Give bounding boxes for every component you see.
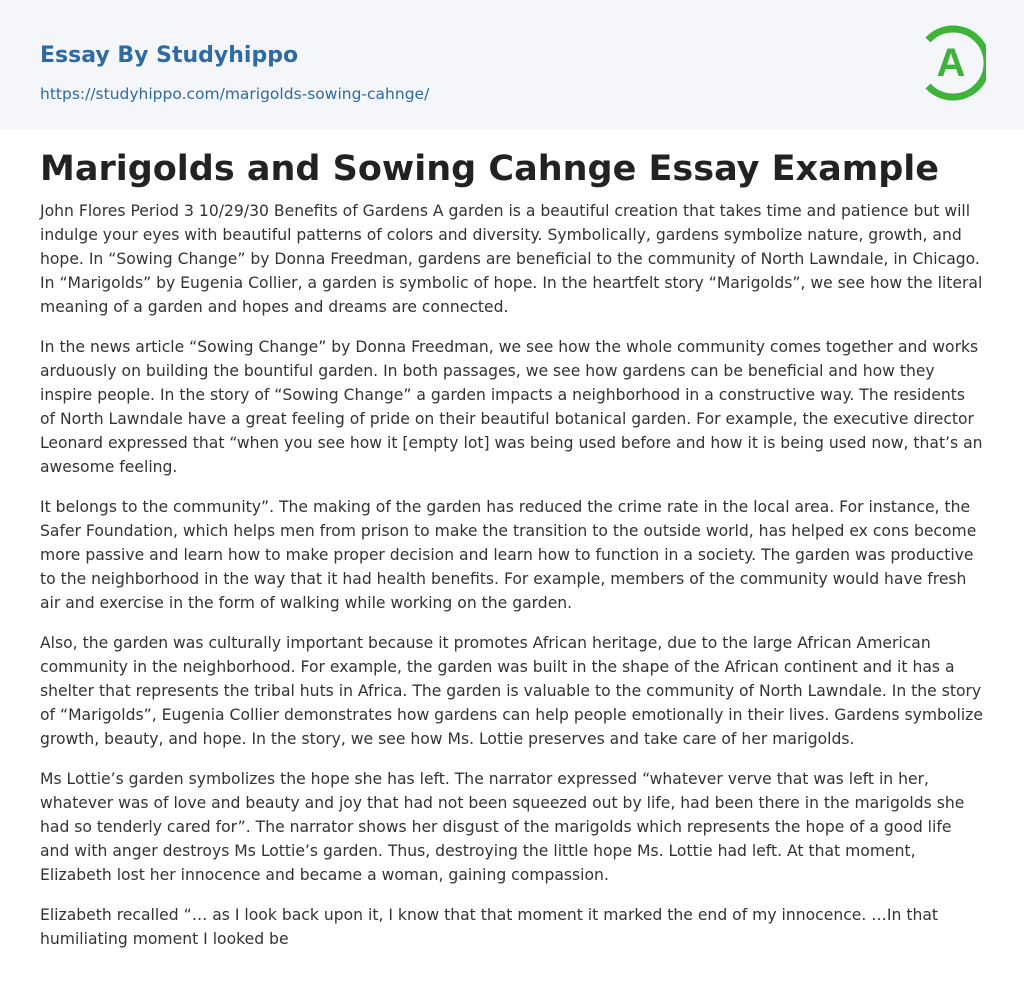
logo-letter: A (936, 41, 966, 85)
page-title: Marigolds and Sowing Cahnge Essay Example (40, 149, 939, 189)
paragraph: Ms Lottie’s garden symbolizes the hope she has left. The narrator expressed “whatever verve that was left in her, whatever was of love and beauty and joy that had not been squeezed out by life, had been there in the marigolds she had so tenderly cared for”. The narrator shows her disgust of the marigolds which represents the hope of a good life and with anger destroys Ms Lottie’s garden. Thus, destroying the little hope Ms. Lottie had left. At that moment, Elizabeth lost her innocence and became a woman, gaining compassion. (40, 770, 965, 884)
source-url-link[interactable]: https://studyhippo.com/marigolds-sowing-cahnge/ (40, 85, 430, 103)
paragraph: Elizabeth recalled “… as I look back upon it, I know that that moment it marked the end of my innocence. …In that humiliating moment I looked be (40, 906, 939, 948)
brand-title[interactable]: Essay By Studyhippo (40, 43, 299, 68)
article (0, 129, 1024, 951)
paragraph: It belongs to the community”. The making of the garden has reduced the crime rate in the local area. For instance, the Safer Foundation, which helps men from prison to make the transition to the outside world, has helped ex cons become more passive and learn how to make proper decision and learn how to function in a society. The garden was productive to the neighborhood in the way that it had health benefits. For example, members of the community would have fresh air and exercise in the form of walking while working on the garden. (40, 498, 977, 612)
paragraph: Also, the garden was culturally important because it promotes African heritage, due to the large African American community in the neighborhood. For example, the garden was built in the shape of the African continent and it has a shelter that represents the tribal huts in Africa. The garden is valuable to the community of North Lawndale. In the story of “Marigolds”, Eugenia Collier demonstrates how gardens can help people emotionally in their lives. Gardens symbolize growth, beauty, and hope. In the story, we see how Ms. Lottie preserves and take care of her marigolds. (40, 634, 983, 748)
logo-icon[interactable] (914, 18, 986, 108)
paragraph: John Flores Period 3 10/29/30 Benefits of Gardens A garden is a beautiful creation that takes time and patience but will indulge your eyes with beautiful patterns of colors and diversity. Symbolically, gardens symbolize nature, growth, and hope. In “Sowing Change” by Donna Freedman, gardens are beneficial to the community of North Lawndale, in Chicago. In “Marigolds” by Eugenia Collier, a garden is symbolic of hope. In the heartfelt story “Marigolds”, we see how the literal meaning of a garden and hopes and dreams are connected. (40, 202, 983, 316)
paragraph: In the news article “Sowing Change” by Donna Freedman, we see how the whole community comes together and works arduously on building the bountiful garden. In both passages, we see how gardens can be beneficial and how they inspire people. In the story of “Sowing Change” a garden impacts a neighborhood in a constructive way. The residents of North Lawndale have a great feeling of pride on their beautiful botanical garden. For example, the executive director Leonard expressed that “when you see how it [empty lot] was being used before and how it is being used now, that’s an awesome feeling. (40, 338, 983, 476)
site-header (0, 0, 1024, 129)
